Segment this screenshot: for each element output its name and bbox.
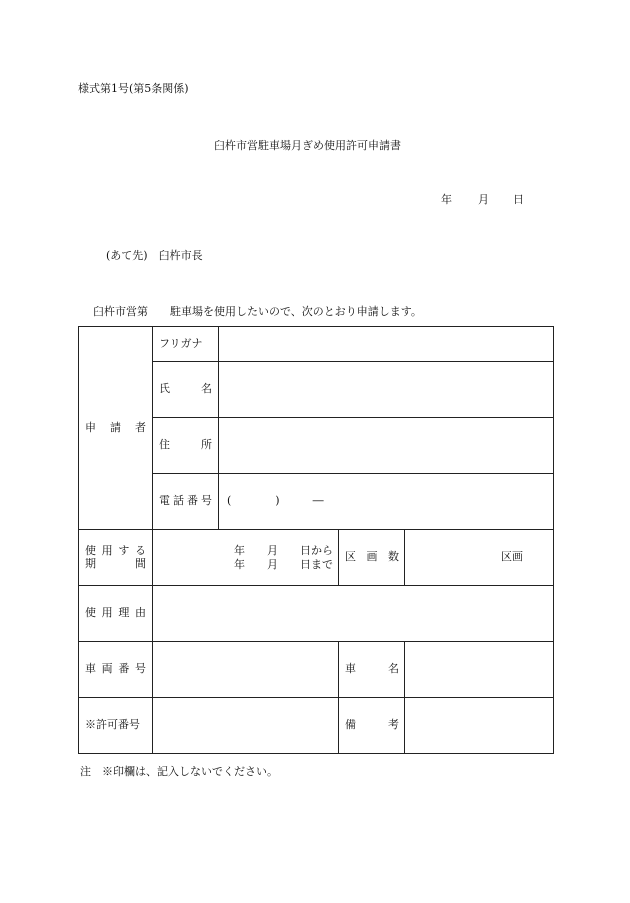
form-number: 様式第1号(第5条関係) — [78, 82, 189, 95]
period-to: 年 月 日まで — [234, 557, 333, 571]
period-from: 年 月 日から — [234, 543, 333, 557]
spaces-label-cell: 区 画 数 — [339, 530, 405, 586]
remarks-field[interactable] — [405, 698, 554, 754]
reason-label-cell: 使 用 理 由 — [79, 586, 153, 642]
period-field[interactable] — [153, 530, 339, 586]
phone-label-cell: 電 話 番 号 — [153, 474, 219, 530]
vehicle-number-label-cell: 車 両 番 号 — [79, 642, 153, 698]
name-field[interactable] — [219, 362, 554, 418]
applicant-cell — [79, 327, 153, 530]
address-label-cell: 住 所 — [153, 418, 219, 474]
spaces-field[interactable] — [405, 530, 554, 586]
application-form-table — [78, 326, 554, 754]
remarks-label-cell: 備 考 — [339, 698, 405, 754]
applicant-label: 申 請 者 — [85, 420, 146, 434]
period-label-cell: 使 用 す る 期 間 — [79, 530, 153, 586]
furigana-field[interactable] — [219, 327, 554, 362]
intro-text: 臼杵市営第 駐車場を使用したいので、次のとおり申請します。 — [93, 305, 422, 318]
vehicle-name-field[interactable] — [405, 642, 554, 698]
furigana-label: フリガナ — [153, 327, 219, 362]
footnote: 注 ※印欄は、記入しないでください。 — [80, 765, 278, 778]
vehicle-number-field[interactable] — [153, 642, 339, 698]
spaces-unit: 区画 — [501, 550, 524, 564]
permit-number-label: ※許可番号 — [79, 698, 153, 754]
date-day: 日 — [513, 193, 524, 206]
document-title: 臼杵市営駐車場月ぎめ使用許可申請書 — [214, 139, 401, 152]
address-field[interactable] — [219, 418, 554, 474]
name-label-cell: 氏 名 — [153, 362, 219, 418]
permit-number-field[interactable] — [153, 698, 339, 754]
phone-field[interactable]: ( ) ― — [219, 474, 554, 530]
addressee: (あて先) 臼杵市長 — [106, 249, 203, 262]
date-month: 月 — [478, 193, 489, 206]
reason-field[interactable] — [153, 586, 554, 642]
vehicle-name-label-cell: 車 名 — [339, 642, 405, 698]
date-year: 年 — [441, 193, 452, 206]
